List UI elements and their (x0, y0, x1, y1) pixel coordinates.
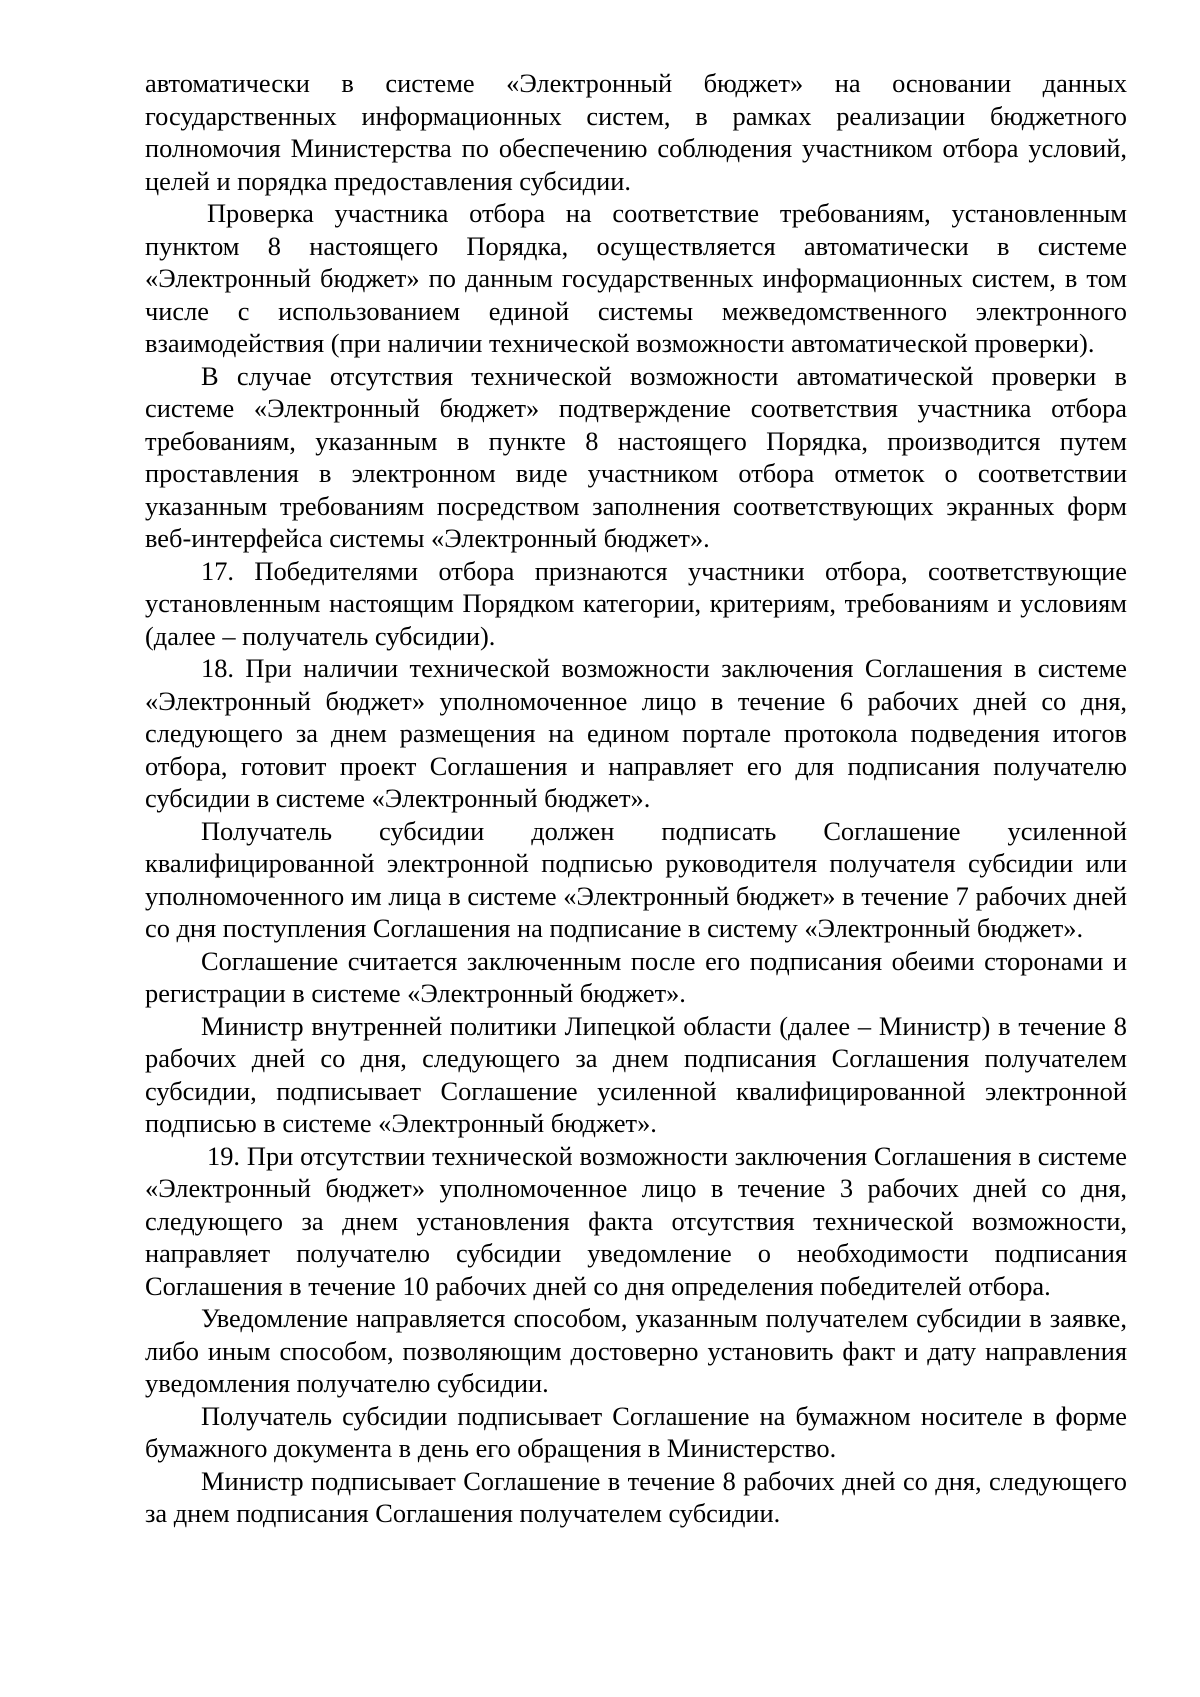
paragraph-recipient-signs: Получатель субсидии должен подписать Соглашение усиленной квалифицированной электронной подписью руководителя получателя субсидии или уполномоченного им лица в системе «Электронный бюджет» в течение 7 рабочих дней со дня поступления Соглашения на подписание в систему «Электронный бюджет». (145, 815, 1127, 943)
paragraph-notification: Уведомление направляется способом, указанным получателем субсидии в заявке, либо иным способом, позволяющим достоверно установить факт и дату направления уведомления получателю субсидии. (145, 1303, 1127, 1398)
paragraph-item-19: 19. При отсутствии технической возможности заключения Соглашения в системе «Электронный бюджет» уполномоченное лицо в течение 3 рабочих дней со дня, следующего за днем установления факта отсутствия технической возможности, направляет получателю субсидии уведомление о необходимости подписания Соглашения в течение 10 рабочих дней со дня определения победителей отбора. (145, 1140, 1127, 1301)
paragraph-minister-signs-paper: Министр подписывает Соглашение в течение 8 рабочих дней со дня, следующего за днем подписания Соглашения получателем субсидии. (145, 1465, 1127, 1528)
paragraph-verification: Проверка участника отбора на соответствие требованиям, установленным пунктом 8 настоящего Порядка, осуществляется автоматически в системе «Электронный бюджет» по данным государственных информационных систем, в том числе с использованием единой системы межведомственного электронного взаимодействия (при наличии технической возможности автоматической проверки). (145, 198, 1127, 358)
paragraph-item-17: 17. Победителями отбора признаются участники отбора, соответствующие установленным настоящим Порядком категории, критериям, требованиям и условиям (далее – получатель субсидии). (145, 555, 1127, 651)
paragraph-agreement-concluded: Соглашение считается заключенным после его подписания обеими сторонами и регистрации в системе «Электронный бюджет». (145, 945, 1127, 1008)
paragraph-no-auto-check: В случае отсутствия технической возможности автоматической проверки в системе «Электронный бюджет» подтверждение соответствия участника отбора требованиям, указанным в пункте 8 настоящего Порядка, производится путем проставления в электронном виде участником отбора отметок о соответствии указанным требованиям посредством заполнения соответствующих экранных форм веб-интерфейса системы «Электронный бюджет». (145, 360, 1127, 553)
paragraph-continuation: автоматически в системе «Электронный бюджет» на основании данных государственных информационных систем, в рамках реализации бюджетного полномочия Министерства по обеспечению соблюдения участником отбора условий, целей и порядка предоставления субсидии. (145, 68, 1127, 196)
paragraph-minister-signs-electronic: Министр внутренней политики Липецкой области (далее – Министр) в течение 8 рабочих дней со дня, следующего за днем подписания Соглашения получателем субсидии, подписывает Соглашение усиленной квалифицированной электронной подписью в системе «Электронный бюджет». (145, 1010, 1127, 1138)
paragraph-paper-signing: Получатель субсидии подписывает Соглашение на бумажном носителе в форме бумажного документа в день его обращения в Министерство. (145, 1400, 1127, 1463)
document-page (145, 67, 1127, 1530)
paragraph-item-18: 18. При наличии технической возможности заключения Соглашения в системе «Электронный бюджет» уполномоченное лицо в течение 6 рабочих дней со дня, следующего за днем размещения на едином портале протокола подведения итогов отбора, готовит проект Соглашения и направляет его для подписания получателю субсидии в системе «Электронный бюджет». (145, 653, 1127, 813)
